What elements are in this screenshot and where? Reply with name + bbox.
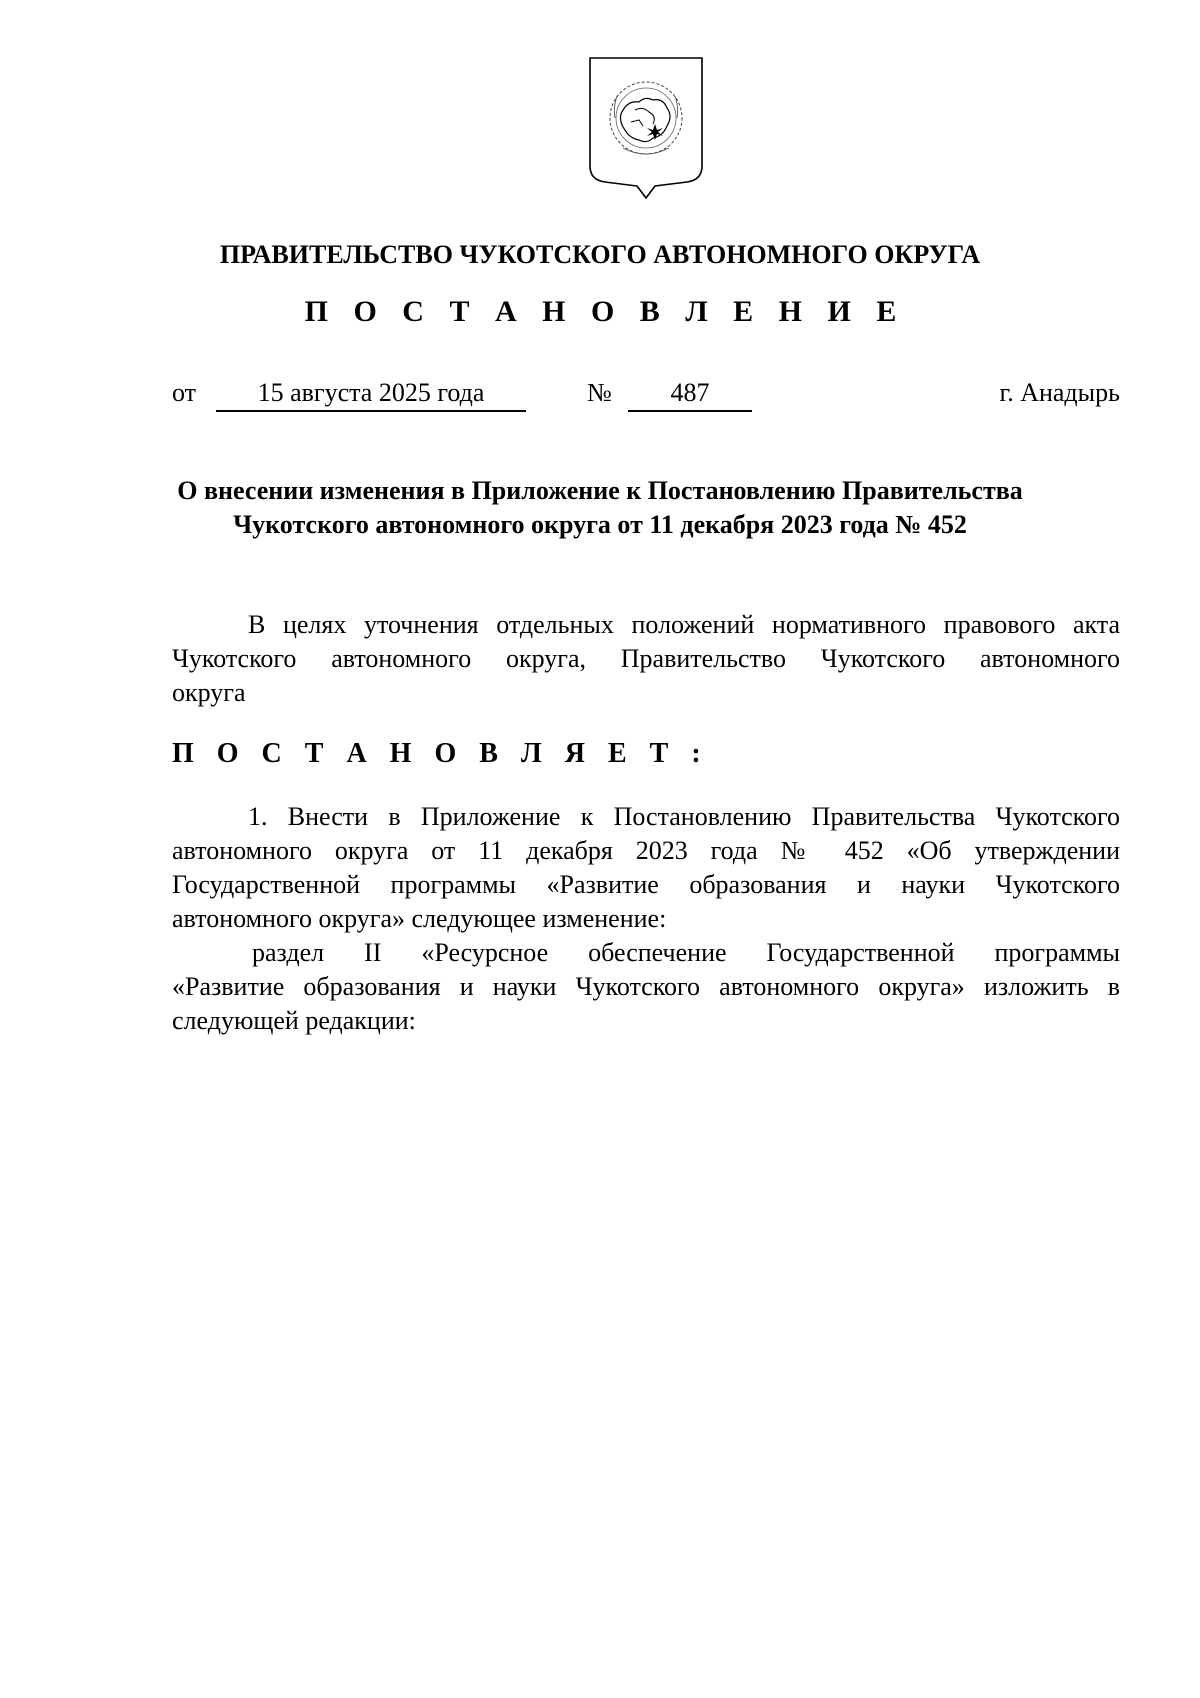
item-line: «Развитие образования и науки Чукотского автономного округа» изложить в <box>172 972 1120 1001</box>
date-prefix: от <box>172 378 197 407</box>
item-line: следующей редакции: <box>172 1006 416 1035</box>
document-date: 15 августа 2025 года <box>216 378 526 412</box>
preamble-line: В целях уточнения отдельных положений нормативного правового акта <box>248 610 1120 639</box>
document-number: 487 <box>628 378 752 412</box>
preamble-line: Чукотского автономного округа, Правительство Чукотского автономного <box>172 644 1120 673</box>
item-1-paragraph <box>172 800 1120 1038</box>
number-sign: № <box>587 378 612 407</box>
subject-line: О внесении изменения в Приложение к Постановлению Правительства <box>177 476 1023 505</box>
document-subject <box>150 474 1050 542</box>
document-type-title: П О С Т А Н О В Л Е Н И Е <box>304 295 906 328</box>
item-line: автономного округа» следующее изменение: <box>172 904 667 933</box>
decree-heading: П О С Т А Н О В Л Я Е Т : <box>172 738 709 769</box>
preamble-line: округа <box>172 678 246 707</box>
date-number-line <box>172 378 1120 414</box>
item-line: 1. Внести в Приложение к Постановлению Правительства Чукотского <box>248 802 1120 831</box>
subject-line: Чукотского автономного округа от 11 декабря 2023 года № 452 <box>233 510 967 539</box>
item-line: Государственной программы «Развитие образования и науки Чукотского <box>172 870 1120 899</box>
item-line: раздел II «Ресурсное обеспечение Государственной программы <box>252 938 1120 967</box>
city-name: г. Анадырь <box>999 378 1120 407</box>
item-line: автономного округа от 11 декабря 2023 года № 452 «Об утверждении <box>172 836 1120 865</box>
preamble-paragraph <box>172 608 1120 710</box>
organization-title: ПРАВИТЕЛЬСТВО ЧУКОТСКОГО АВТОНОМНОГО ОКРУГА <box>219 240 981 269</box>
coat-of-arms-emblem <box>587 56 705 202</box>
